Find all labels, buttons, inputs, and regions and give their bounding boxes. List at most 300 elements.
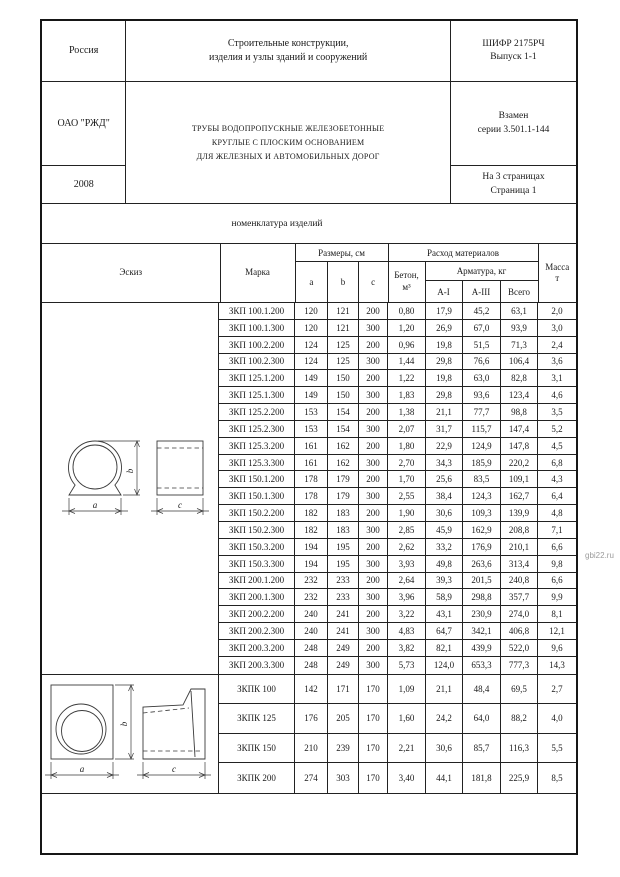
cell-marka: ЗКП 200.2.300 bbox=[219, 623, 295, 639]
cell-marka: ЗКП 150.3.300 bbox=[219, 556, 295, 572]
table-row bbox=[219, 734, 576, 764]
cell-ai: 124,0 bbox=[426, 657, 463, 674]
cell-a: 120 bbox=[295, 320, 328, 336]
cell-mass: 3,1 bbox=[551, 373, 563, 384]
cell-total: 522,0 bbox=[501, 640, 538, 656]
cell-marka: ЗКП 125.2.200 bbox=[219, 404, 295, 420]
table-row bbox=[219, 640, 576, 657]
table-row bbox=[219, 522, 576, 539]
table-row bbox=[219, 556, 576, 573]
table-row bbox=[219, 404, 576, 421]
table-column-headers bbox=[42, 244, 576, 303]
section-title: номенклатура изделий bbox=[42, 204, 576, 244]
link-socket-line bbox=[191, 691, 195, 757]
cell-total: 162,7 bbox=[501, 488, 538, 504]
cell-aiii: 77,7 bbox=[463, 404, 501, 420]
cell-mass: 9,6 bbox=[551, 642, 563, 653]
cell-ai: 33,2 bbox=[426, 539, 463, 555]
cell-total: 123,4 bbox=[501, 387, 538, 403]
replaces-cell bbox=[451, 82, 576, 166]
cell-aiii: 48,4 bbox=[463, 675, 501, 704]
year-cell bbox=[42, 166, 125, 203]
cell-b: 183 bbox=[328, 522, 359, 538]
cell-aiii: 76,6 bbox=[463, 354, 501, 370]
cell-total: 69,5 bbox=[501, 675, 538, 704]
cell-c: 300 bbox=[359, 354, 388, 370]
document-header bbox=[42, 21, 576, 204]
zkpk-rows bbox=[219, 675, 576, 793]
cell-mass: 6,4 bbox=[551, 491, 563, 502]
pipe-bore-circle bbox=[73, 445, 117, 489]
col-header-dimensions: Размеры, см bbox=[296, 244, 388, 262]
cell-aiii: 181,8 bbox=[463, 763, 501, 793]
replaces-line2: серии 3.501.1-144 bbox=[477, 124, 550, 135]
cell-concrete: 1,70 bbox=[388, 471, 426, 487]
cell-c: 200 bbox=[359, 337, 388, 353]
cell-mass: 8,1 bbox=[551, 609, 563, 620]
cell-ai: 82,1 bbox=[426, 640, 463, 656]
cell-a: 161 bbox=[295, 455, 328, 471]
concrete-line2: м³ bbox=[402, 282, 411, 292]
cell-marka: ЗКП 150.2.200 bbox=[219, 505, 295, 521]
cell-marka: ЗКП 125.3.300 bbox=[219, 455, 295, 471]
cell-b: 183 bbox=[328, 505, 359, 521]
col-header-ai: А-I bbox=[426, 281, 463, 302]
series-description-cell bbox=[126, 21, 450, 82]
cell-mass: 5,2 bbox=[551, 423, 563, 434]
cell-c: 200 bbox=[359, 606, 388, 622]
cell-c: 200 bbox=[359, 573, 388, 589]
table-row bbox=[219, 573, 576, 590]
cell-ai: 25,6 bbox=[426, 471, 463, 487]
cell-marka: ЗКП 125.2.300 bbox=[219, 421, 295, 437]
cell-c: 300 bbox=[359, 320, 388, 336]
dim-a-label: a bbox=[79, 763, 85, 774]
cell-mass: 5,5 bbox=[551, 742, 563, 753]
header-left-column bbox=[42, 21, 126, 203]
cell-a: 232 bbox=[295, 573, 328, 589]
cell-total: 63,1 bbox=[501, 303, 538, 319]
cell-b: 241 bbox=[328, 606, 359, 622]
table-row bbox=[219, 471, 576, 488]
cell-ai: 21,1 bbox=[426, 675, 463, 704]
cell-a: 232 bbox=[295, 589, 328, 605]
cell-ai: 29,8 bbox=[426, 354, 463, 370]
pipe-side-dashed bbox=[157, 448, 203, 488]
cell-concrete: 3,40 bbox=[388, 763, 426, 793]
cell-total: 220,2 bbox=[501, 455, 538, 471]
cell-b: 154 bbox=[328, 404, 359, 420]
cell-a: 176 bbox=[295, 704, 328, 733]
cell-marka: ЗКП 150.2.300 bbox=[219, 522, 295, 538]
col-header-concrete bbox=[389, 262, 426, 302]
cell-c: 300 bbox=[359, 556, 388, 572]
cell-a: 142 bbox=[295, 675, 328, 704]
col-header-total: Всего bbox=[507, 286, 531, 297]
cell-a: 210 bbox=[295, 734, 328, 763]
cell-a: 240 bbox=[295, 623, 328, 639]
cell-concrete: 3,82 bbox=[388, 640, 426, 656]
cell-a: 124 bbox=[295, 337, 328, 353]
cell-total: 208,8 bbox=[501, 522, 538, 538]
cell-c: 300 bbox=[359, 657, 388, 674]
cell-b: 239 bbox=[328, 734, 359, 763]
cell-concrete: 4,83 bbox=[388, 623, 426, 639]
cell-marka: ЗКП 125.1.200 bbox=[219, 370, 295, 386]
cell-concrete: 2,70 bbox=[388, 455, 426, 471]
col-header-c: c bbox=[371, 277, 376, 287]
cell-total: 313,4 bbox=[501, 556, 538, 572]
cell-mass: 4,6 bbox=[551, 390, 563, 401]
mass-line1: Масса bbox=[545, 261, 570, 272]
dim-c-label: c bbox=[178, 500, 182, 511]
col-header-b: b bbox=[328, 262, 359, 302]
table-row bbox=[219, 337, 576, 354]
col-header-materials: Расход материалов bbox=[389, 244, 538, 262]
cell-b: 233 bbox=[328, 573, 359, 589]
cell-b: 195 bbox=[328, 539, 359, 555]
cell-aiii: 45,2 bbox=[463, 303, 501, 319]
cell-c: 200 bbox=[359, 438, 388, 454]
cell-a: 182 bbox=[295, 505, 328, 521]
table-row bbox=[219, 704, 576, 734]
cell-marka: ЗКП 150.1.200 bbox=[219, 471, 295, 487]
cell-concrete: 1,60 bbox=[388, 704, 426, 733]
cell-a: 120 bbox=[295, 303, 328, 319]
cell-total: 98,8 bbox=[501, 404, 538, 420]
cell-concrete: 5,73 bbox=[388, 657, 426, 674]
cell-mass: 4,5 bbox=[551, 440, 563, 451]
country-label: Россия bbox=[68, 45, 99, 56]
cell-a: 194 bbox=[295, 539, 328, 555]
cell-ai: 58,9 bbox=[426, 589, 463, 605]
cell-c: 300 bbox=[359, 488, 388, 504]
cell-c: 300 bbox=[359, 455, 388, 471]
cell-aiii: 124,3 bbox=[463, 488, 501, 504]
year-label: 2008 bbox=[73, 178, 94, 190]
cell-ai: 39,3 bbox=[426, 573, 463, 589]
cell-ai: 24,2 bbox=[426, 704, 463, 733]
series-line2: изделия и узлы зданий и сооружений bbox=[209, 52, 368, 63]
cell-ai: 43,1 bbox=[426, 606, 463, 622]
cell-marka: ЗКПК 150 bbox=[219, 734, 295, 763]
cell-mass: 12,1 bbox=[549, 625, 565, 636]
cell-a: 274 bbox=[295, 763, 328, 793]
table-row bbox=[219, 763, 576, 793]
organization-label: ОАО "РЖД" bbox=[57, 117, 110, 129]
cell-b: 233 bbox=[328, 589, 359, 605]
cell-ai: 21,1 bbox=[426, 404, 463, 420]
cell-b: 205 bbox=[328, 704, 359, 733]
cell-a: 153 bbox=[295, 421, 328, 437]
cell-total: 93,9 bbox=[501, 320, 538, 336]
cipher-line1: ШИФР 2175РЧ bbox=[482, 38, 545, 49]
cell-total: 240,8 bbox=[501, 573, 538, 589]
cell-marka: ЗКП 150.1.300 bbox=[219, 488, 295, 504]
cell-concrete: 2,07 bbox=[388, 421, 426, 437]
cell-concrete: 2,21 bbox=[388, 734, 426, 763]
cell-mass: 2,4 bbox=[551, 339, 563, 350]
cell-a: 248 bbox=[295, 640, 328, 656]
mass-line2: т bbox=[555, 273, 560, 283]
header-right-column bbox=[451, 21, 576, 203]
cell-a: 248 bbox=[295, 657, 328, 674]
cell-b: 249 bbox=[328, 640, 359, 656]
cell-total: 777,3 bbox=[501, 657, 538, 674]
cell-a: 178 bbox=[295, 471, 328, 487]
cell-total: 106,4 bbox=[501, 354, 538, 370]
cell-a: 178 bbox=[295, 488, 328, 504]
cell-aiii: 83,5 bbox=[463, 471, 501, 487]
col-group-dimensions bbox=[296, 244, 389, 302]
pipe-side-outline bbox=[157, 441, 203, 495]
cell-mass: 9,8 bbox=[551, 558, 563, 569]
cell-b: 125 bbox=[328, 337, 359, 353]
cell-mass: 3,6 bbox=[551, 356, 563, 367]
zkpk-section bbox=[42, 675, 576, 794]
cell-total: 225,9 bbox=[501, 763, 538, 793]
cell-concrete: 1,38 bbox=[388, 404, 426, 420]
cell-aiii: 185,9 bbox=[463, 455, 501, 471]
cell-c: 200 bbox=[359, 505, 388, 521]
col-header-sketch: Эскиз bbox=[42, 244, 221, 302]
cell-total: 357,7 bbox=[501, 589, 538, 605]
cell-concrete: 1,83 bbox=[388, 387, 426, 403]
cell-aiii: 162,9 bbox=[463, 522, 501, 538]
col-group-reinforcement bbox=[426, 262, 538, 302]
title-line3: ДЛЯ ЖЕЛЕЗНЫХ И АВТОМОБИЛЬНЫХ ДОРОГ bbox=[196, 151, 380, 161]
cell-concrete: 1,09 bbox=[388, 675, 426, 704]
cell-marka: ЗКП 200.3.300 bbox=[219, 657, 295, 674]
cell-marka: ЗКП 125.3.200 bbox=[219, 438, 295, 454]
cell-ai: 30,6 bbox=[426, 505, 463, 521]
table-row bbox=[219, 539, 576, 556]
cell-mass: 9,9 bbox=[551, 592, 563, 603]
cell-c: 170 bbox=[359, 675, 388, 704]
cell-b: 125 bbox=[328, 354, 359, 370]
cell-total: 147,4 bbox=[501, 421, 538, 437]
table-row bbox=[219, 370, 576, 387]
cell-a: 124 bbox=[295, 354, 328, 370]
document-title-cell bbox=[126, 82, 450, 203]
series-line1: Строительные конструкции, bbox=[227, 38, 349, 49]
cell-c: 200 bbox=[359, 404, 388, 420]
link-front-outline bbox=[51, 685, 113, 759]
cell-c: 300 bbox=[359, 589, 388, 605]
cell-concrete: 2,55 bbox=[388, 488, 426, 504]
cell-total: 116,3 bbox=[501, 734, 538, 763]
cell-c: 200 bbox=[359, 539, 388, 555]
cell-aiii: 63,0 bbox=[463, 370, 501, 386]
cell-mass: 8,5 bbox=[551, 772, 563, 783]
cell-ai: 19,8 bbox=[426, 337, 463, 353]
cell-total: 406,8 bbox=[501, 623, 538, 639]
dim-b-label: b bbox=[125, 469, 135, 474]
cell-mass: 3,0 bbox=[551, 322, 563, 333]
table-row bbox=[219, 657, 576, 674]
table-row bbox=[219, 303, 576, 320]
cell-ai: 31,7 bbox=[426, 421, 463, 437]
cell-marka: ЗКПК 100 bbox=[219, 675, 295, 704]
cell-mass: 3,5 bbox=[551, 406, 563, 417]
cell-mass: 7,1 bbox=[551, 524, 563, 535]
cell-b: 249 bbox=[328, 657, 359, 674]
cell-marka: ЗКП 100.1.200 bbox=[219, 303, 295, 319]
cell-concrete: 3,93 bbox=[388, 556, 426, 572]
cell-aiii: 64,0 bbox=[463, 704, 501, 733]
table-row bbox=[219, 421, 576, 438]
cell-b: 303 bbox=[328, 763, 359, 793]
cell-b: 150 bbox=[328, 370, 359, 386]
pages-cell bbox=[451, 166, 576, 203]
dim-c-label: c bbox=[172, 763, 176, 774]
cell-marka: ЗКП 100.2.300 bbox=[219, 354, 295, 370]
cell-b: 162 bbox=[328, 438, 359, 454]
table-row bbox=[219, 438, 576, 455]
zkp-sketch-cell bbox=[42, 303, 219, 674]
header-center-column bbox=[126, 21, 451, 203]
cell-c: 200 bbox=[359, 640, 388, 656]
pipe-front-outline bbox=[69, 441, 122, 495]
cell-aiii: 93,6 bbox=[463, 387, 501, 403]
dim-b-label: b bbox=[119, 721, 129, 726]
cell-b: 241 bbox=[328, 623, 359, 639]
cell-c: 300 bbox=[359, 623, 388, 639]
cell-b: 179 bbox=[328, 488, 359, 504]
cell-ai: 34,3 bbox=[426, 455, 463, 471]
cell-total: 147,8 bbox=[501, 438, 538, 454]
cell-b: 154 bbox=[328, 421, 359, 437]
cell-mass: 6,6 bbox=[551, 575, 563, 586]
materials-subheaders bbox=[389, 262, 538, 302]
site-watermark: gbi22.ru bbox=[585, 551, 614, 560]
cipher-cell bbox=[451, 21, 576, 82]
reinforcement-subheaders bbox=[426, 281, 538, 302]
cell-mass: 14,3 bbox=[549, 660, 565, 671]
cell-concrete: 1,22 bbox=[388, 370, 426, 386]
table-row bbox=[219, 623, 576, 640]
cell-marka: ЗКП 200.2.200 bbox=[219, 606, 295, 622]
pages-line2: Страница 1 bbox=[490, 185, 537, 196]
cell-aiii: 439,9 bbox=[463, 640, 501, 656]
cell-mass: 2,0 bbox=[551, 305, 563, 316]
table-row bbox=[219, 455, 576, 472]
cell-aiii: 115,7 bbox=[463, 421, 501, 437]
col-header-aiii: А-III bbox=[463, 281, 501, 302]
cell-ai: 29,8 bbox=[426, 387, 463, 403]
col-header-reinforcement: Арматура, кг bbox=[426, 262, 538, 281]
zkp-rows bbox=[219, 303, 576, 674]
cell-mass: 4,0 bbox=[551, 713, 563, 724]
cell-c: 200 bbox=[359, 471, 388, 487]
cell-marka: ЗКП 125.1.300 bbox=[219, 387, 295, 403]
concrete-line1: Бетон, bbox=[394, 270, 419, 281]
cell-total: 210,1 bbox=[501, 539, 538, 555]
col-header-a: a bbox=[296, 262, 329, 302]
cell-a: 194 bbox=[295, 556, 328, 572]
cell-marka: ЗКП 200.3.200 bbox=[219, 640, 295, 656]
cell-concrete: 3,22 bbox=[388, 606, 426, 622]
cell-a: 182 bbox=[295, 522, 328, 538]
cell-concrete: 1,90 bbox=[388, 505, 426, 521]
cell-total: 88,2 bbox=[501, 704, 538, 733]
cell-aiii: 653,3 bbox=[463, 657, 501, 674]
cell-b: 121 bbox=[328, 303, 359, 319]
cell-aiii: 51,5 bbox=[463, 337, 501, 353]
table-row bbox=[219, 354, 576, 371]
cell-a: 240 bbox=[295, 606, 328, 622]
cell-aiii: 85,7 bbox=[463, 734, 501, 763]
cell-concrete: 2,64 bbox=[388, 573, 426, 589]
cell-c: 300 bbox=[359, 421, 388, 437]
cell-aiii: 109,3 bbox=[463, 505, 501, 521]
document-sheet bbox=[40, 19, 578, 855]
country-cell bbox=[42, 21, 125, 82]
table-row bbox=[219, 675, 576, 705]
cell-aiii: 298,8 bbox=[463, 589, 501, 605]
zkp-section bbox=[42, 303, 576, 675]
cell-b: 162 bbox=[328, 455, 359, 471]
cell-c: 200 bbox=[359, 303, 388, 319]
cell-c: 170 bbox=[359, 704, 388, 733]
cell-ai: 30,6 bbox=[426, 734, 463, 763]
pages-line1: На 3 страницах bbox=[482, 172, 545, 183]
title-line2: КРУГЛЫЕ С ПЛОСКИМ ОСНОВАНИЕМ bbox=[211, 137, 365, 147]
cell-total: 109,1 bbox=[501, 471, 538, 487]
col-header-mark: Марка bbox=[221, 244, 296, 302]
cell-total: 274,0 bbox=[501, 606, 538, 622]
table-row bbox=[219, 589, 576, 606]
cell-mass: 4,3 bbox=[551, 474, 563, 485]
cell-c: 200 bbox=[359, 370, 388, 386]
cell-c: 300 bbox=[359, 387, 388, 403]
cell-concrete: 1,80 bbox=[388, 438, 426, 454]
cell-a: 153 bbox=[295, 404, 328, 420]
cell-b: 195 bbox=[328, 556, 359, 572]
cell-concrete: 1,44 bbox=[388, 354, 426, 370]
table-row bbox=[219, 488, 576, 505]
cell-concrete: 0,96 bbox=[388, 337, 426, 353]
cell-mass: 4,8 bbox=[551, 508, 563, 519]
table-row bbox=[219, 606, 576, 623]
zkpk-sketch-cell bbox=[42, 675, 219, 793]
cell-aiii: 67,0 bbox=[463, 320, 501, 336]
cell-b: 121 bbox=[328, 320, 359, 336]
cell-total: 139,9 bbox=[501, 505, 538, 521]
zkpk-sketch-drawing bbox=[45, 679, 215, 789]
cell-marka: ЗКПК 125 bbox=[219, 704, 295, 733]
cell-marka: ЗКП 200.1.300 bbox=[219, 589, 295, 605]
cell-ai: 38,4 bbox=[426, 488, 463, 504]
cell-marka: ЗКП 200.1.200 bbox=[219, 573, 295, 589]
cell-total: 82,8 bbox=[501, 370, 538, 386]
table-row bbox=[219, 387, 576, 404]
cell-mass: 6,6 bbox=[551, 541, 563, 552]
cell-b: 171 bbox=[328, 675, 359, 704]
cipher-line2: Выпуск 1-1 bbox=[490, 52, 537, 62]
cell-b: 150 bbox=[328, 387, 359, 403]
cell-concrete: 3,96 bbox=[388, 589, 426, 605]
cell-c: 170 bbox=[359, 763, 388, 793]
cell-a: 149 bbox=[295, 387, 328, 403]
zkp-sketch-drawing bbox=[45, 433, 215, 543]
title-line1: ТРУБЫ ВОДОПРОПУСКНЫЕ ЖЕЛЕЗОБЕТОННЫЕ bbox=[191, 123, 385, 133]
cell-total: 71,3 bbox=[501, 337, 538, 353]
cell-aiii: 201,5 bbox=[463, 573, 501, 589]
cell-concrete: 2,62 bbox=[388, 539, 426, 555]
col-group-materials bbox=[389, 244, 539, 302]
table-row bbox=[219, 320, 576, 337]
